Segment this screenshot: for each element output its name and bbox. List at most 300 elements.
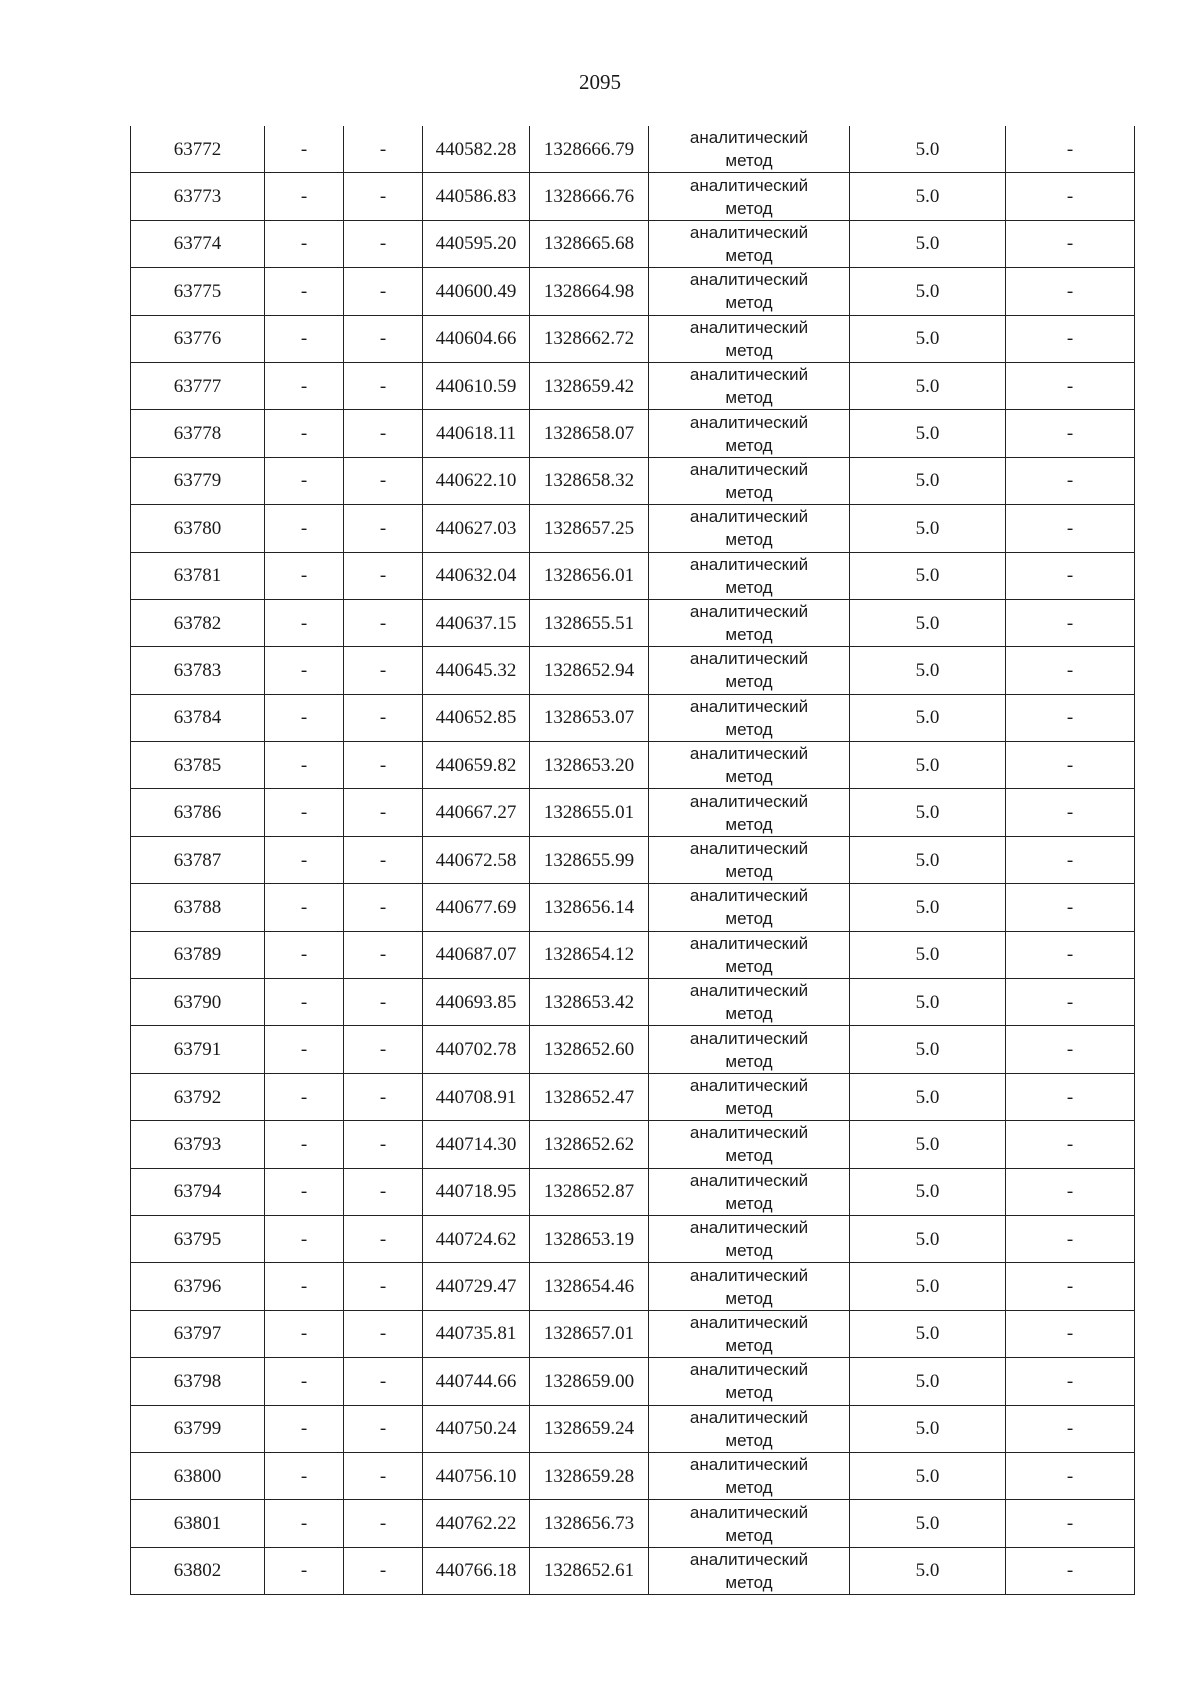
method-line-2: метод (725, 672, 773, 692)
note-cell-text: - (1066, 233, 1074, 255)
y-coordinate-cell (530, 1500, 649, 1547)
y-coordinate-cell-text: 1328666.79 (543, 138, 635, 160)
dash-cell (344, 315, 423, 362)
method-line-1: аналитический (689, 222, 809, 242)
x-coordinate-cell (423, 362, 530, 409)
accuracy-cell-text: 5.0 (915, 1228, 940, 1250)
point-number-cell (131, 1500, 265, 1547)
dash-cell (344, 1121, 423, 1168)
y-coordinate-cell-text: 1328652.87 (543, 1181, 635, 1203)
point-number-cell-text: 63794 (173, 1181, 222, 1203)
point-number-cell-text: 63775 (173, 280, 222, 302)
x-coordinate-cell-text: 440766.18 (435, 1560, 517, 1582)
dash-cell-text: - (300, 565, 308, 587)
method-line-1: аналитический (689, 933, 809, 953)
y-coordinate-cell (530, 220, 649, 267)
dash-cell (344, 836, 423, 883)
note-cell (1006, 1500, 1135, 1547)
dash-cell (265, 1168, 344, 1215)
point-number-cell (131, 1358, 265, 1405)
table-row (131, 362, 1135, 409)
x-coordinate-cell-text: 440724.62 (435, 1228, 517, 1250)
dash-cell-text: - (379, 707, 387, 729)
point-number-cell-text: 63796 (173, 1276, 222, 1298)
note-cell (1006, 1310, 1135, 1357)
point-number-cell (131, 979, 265, 1026)
table-row (131, 220, 1135, 267)
method-line-2: метод (725, 1430, 773, 1450)
dash-cell-text: - (300, 659, 308, 681)
point-number-cell (131, 552, 265, 599)
note-cell-text: - (1066, 1560, 1074, 1582)
accuracy-cell (850, 1358, 1006, 1405)
point-number-cell-text: 63774 (173, 233, 222, 255)
y-coordinate-cell-text: 1328665.68 (543, 233, 635, 255)
dash-cell (265, 220, 344, 267)
dash-cell-text: - (379, 849, 387, 871)
accuracy-cell (850, 884, 1006, 931)
point-number-cell (131, 1263, 265, 1310)
method-cell (649, 694, 850, 741)
accuracy-cell (850, 410, 1006, 457)
point-number-cell-text: 63790 (173, 991, 222, 1013)
point-number-cell-text: 63798 (173, 1370, 222, 1392)
dash-cell-text: - (300, 707, 308, 729)
dash-cell-text: - (379, 1086, 387, 1108)
x-coordinate-cell-text: 440595.20 (435, 233, 517, 255)
dash-cell-text: - (379, 1370, 387, 1392)
dash-cell (265, 268, 344, 315)
x-coordinate-cell (423, 315, 530, 362)
y-coordinate-cell-text: 1328653.07 (543, 707, 635, 729)
x-coordinate-cell-text: 440622.10 (435, 470, 517, 492)
accuracy-cell (850, 220, 1006, 267)
point-number-cell-text: 63776 (173, 328, 222, 350)
method-cell (649, 1452, 850, 1499)
note-cell (1006, 1547, 1135, 1594)
method-cell (649, 1500, 850, 1547)
point-number-cell (131, 315, 265, 362)
accuracy-cell-text: 5.0 (915, 991, 940, 1013)
x-coordinate-cell-text: 440708.91 (435, 1086, 517, 1108)
dash-cell-text: - (300, 1228, 308, 1250)
dash-cell-text: - (379, 659, 387, 681)
method-cell (649, 552, 850, 599)
x-coordinate-cell-text: 440693.85 (435, 991, 517, 1013)
accuracy-cell-text: 5.0 (915, 1370, 940, 1392)
dash-cell (344, 220, 423, 267)
method-cell (649, 789, 850, 836)
method-line-1: аналитический (689, 128, 809, 148)
y-coordinate-cell (530, 1263, 649, 1310)
accuracy-cell-text: 5.0 (915, 754, 940, 776)
note-cell (1006, 126, 1135, 173)
point-number-cell-text: 63777 (173, 375, 222, 397)
method-line-1: аналитический (689, 1123, 809, 1143)
dash-cell (265, 931, 344, 978)
method-line-1: аналитический (689, 1028, 809, 1048)
method-line-1: аналитический (689, 1360, 809, 1380)
accuracy-cell-text: 5.0 (915, 1323, 940, 1345)
y-coordinate-cell-text: 1328655.99 (543, 849, 635, 871)
y-coordinate-cell-text: 1328652.60 (543, 1039, 635, 1061)
accuracy-cell (850, 1310, 1006, 1357)
point-number-cell-text: 63778 (173, 423, 222, 445)
dash-cell (344, 884, 423, 931)
x-coordinate-cell-text: 440750.24 (435, 1418, 517, 1440)
point-number-cell-text: 63800 (173, 1465, 222, 1487)
note-cell-text: - (1066, 849, 1074, 871)
accuracy-cell-text: 5.0 (915, 1181, 940, 1203)
method-cell (649, 1547, 850, 1594)
accuracy-cell (850, 931, 1006, 978)
dash-cell (344, 173, 423, 220)
dash-cell (265, 789, 344, 836)
accuracy-cell (850, 789, 1006, 836)
dash-cell-text: - (300, 754, 308, 776)
dash-cell (344, 1452, 423, 1499)
dash-cell (344, 552, 423, 599)
point-number-cell-text: 63785 (173, 754, 222, 776)
method-line-2: метод (725, 530, 773, 550)
point-number-cell (131, 457, 265, 504)
dash-cell-text: - (379, 1323, 387, 1345)
x-coordinate-cell-text: 440582.28 (435, 138, 517, 160)
dash-cell-text: - (379, 1560, 387, 1582)
dash-cell-text: - (379, 328, 387, 350)
y-coordinate-cell (530, 457, 649, 504)
method-line-1: аналитический (689, 1218, 809, 1238)
dash-cell (265, 1547, 344, 1594)
method-cell (649, 1121, 850, 1168)
point-number-cell-text: 63792 (173, 1086, 222, 1108)
method-line-1: аналитический (689, 602, 809, 622)
dash-cell (265, 1263, 344, 1310)
accuracy-cell (850, 979, 1006, 1026)
x-coordinate-cell-text: 440627.03 (435, 517, 517, 539)
dash-cell-text: - (379, 1228, 387, 1250)
x-coordinate-cell (423, 552, 530, 599)
point-number-cell-text: 63789 (173, 944, 222, 966)
accuracy-cell (850, 1026, 1006, 1073)
table-row (131, 410, 1135, 457)
point-number-cell (131, 1121, 265, 1168)
method-line-2: метод (725, 1146, 773, 1166)
method-line-2: метод (725, 245, 773, 265)
dash-cell-text: - (300, 328, 308, 350)
note-cell (1006, 1026, 1135, 1073)
y-coordinate-cell (530, 836, 649, 883)
method-line-2: метод (725, 1051, 773, 1071)
method-cell (649, 126, 850, 173)
table-row (131, 836, 1135, 883)
point-number-cell-text: 63781 (173, 565, 222, 587)
note-cell (1006, 979, 1135, 1026)
x-coordinate-cell-text: 440756.10 (435, 1465, 517, 1487)
dash-cell-text: - (300, 849, 308, 871)
method-cell (649, 1073, 850, 1120)
table-row (131, 126, 1135, 173)
table-row (131, 979, 1135, 1026)
point-number-cell-text: 63799 (173, 1418, 222, 1440)
y-coordinate-cell (530, 647, 649, 694)
method-line-2: метод (725, 1335, 773, 1355)
point-number-cell-text: 63787 (173, 849, 222, 871)
dash-cell-text: - (379, 896, 387, 918)
point-number-cell (131, 694, 265, 741)
x-coordinate-cell (423, 1263, 530, 1310)
x-coordinate-cell (423, 457, 530, 504)
note-cell (1006, 1168, 1135, 1215)
table-row (131, 1121, 1135, 1168)
note-cell-text: - (1066, 991, 1074, 1013)
method-line-1: аналитический (689, 1407, 809, 1427)
note-cell-text: - (1066, 1465, 1074, 1487)
x-coordinate-cell-text: 440586.83 (435, 186, 517, 208)
table-row (131, 505, 1135, 552)
method-line-1: аналитический (689, 1076, 809, 1095)
point-number-cell (131, 410, 265, 457)
dash-cell-text: - (379, 802, 387, 824)
accuracy-cell-text: 5.0 (915, 1560, 940, 1582)
point-number-cell-text: 63795 (173, 1228, 222, 1250)
dash-cell-text: - (379, 517, 387, 539)
note-cell (1006, 1121, 1135, 1168)
note-cell-text: - (1066, 1513, 1074, 1535)
method-line-2: метод (725, 388, 773, 408)
point-number-cell (131, 647, 265, 694)
method-cell (649, 1168, 850, 1215)
x-coordinate-cell (423, 1026, 530, 1073)
dash-cell (265, 1310, 344, 1357)
dash-cell-text: - (379, 944, 387, 966)
accuracy-cell-text: 5.0 (915, 1418, 940, 1440)
accuracy-cell-text: 5.0 (915, 1276, 940, 1298)
table-row (131, 173, 1135, 220)
method-line-2: метод (725, 198, 773, 218)
table-row (131, 457, 1135, 504)
point-number-cell (131, 1547, 265, 1594)
note-cell-text: - (1066, 707, 1074, 729)
dash-cell-text: - (379, 1039, 387, 1061)
y-coordinate-cell (530, 742, 649, 789)
x-coordinate-cell-text: 440659.82 (435, 754, 517, 776)
method-line-2: метод (725, 956, 773, 976)
dash-cell-text: - (300, 944, 308, 966)
dash-cell (265, 1073, 344, 1120)
note-cell (1006, 505, 1135, 552)
x-coordinate-cell (423, 694, 530, 741)
method-line-1: аналитический (689, 365, 809, 385)
method-line-1: аналитический (689, 412, 809, 432)
y-coordinate-cell-text: 1328657.25 (543, 517, 635, 539)
point-number-cell (131, 789, 265, 836)
dash-cell (344, 599, 423, 646)
point-number-cell-text: 63773 (173, 186, 222, 208)
method-cell (649, 836, 850, 883)
dash-cell-text: - (379, 612, 387, 634)
dash-cell (265, 1500, 344, 1547)
dash-cell-text: - (379, 1133, 387, 1155)
y-coordinate-cell (530, 1405, 649, 1452)
y-coordinate-cell-text: 1328662.72 (543, 328, 635, 350)
table-row (131, 694, 1135, 741)
y-coordinate-cell-text: 1328656.73 (543, 1513, 635, 1535)
y-coordinate-cell-text: 1328652.94 (543, 659, 635, 681)
x-coordinate-cell-text: 440677.69 (435, 896, 517, 918)
note-cell (1006, 884, 1135, 931)
note-cell (1006, 362, 1135, 409)
accuracy-cell-text: 5.0 (915, 565, 940, 587)
method-cell (649, 599, 850, 646)
x-coordinate-cell (423, 1168, 530, 1215)
point-number-cell (131, 1168, 265, 1215)
point-number-cell (131, 884, 265, 931)
method-cell (649, 505, 850, 552)
accuracy-cell-text: 5.0 (915, 896, 940, 918)
method-cell (649, 742, 850, 789)
dash-cell-text: - (300, 375, 308, 397)
y-coordinate-cell-text: 1328653.20 (543, 754, 635, 776)
accuracy-cell-text: 5.0 (915, 659, 940, 681)
x-coordinate-cell (423, 884, 530, 931)
method-line-2: метод (725, 1525, 773, 1545)
note-cell (1006, 220, 1135, 267)
accuracy-cell-text: 5.0 (915, 1465, 940, 1487)
note-cell-text: - (1066, 1039, 1074, 1061)
accuracy-cell (850, 836, 1006, 883)
x-coordinate-cell (423, 742, 530, 789)
method-cell (649, 457, 850, 504)
method-line-2: метод (725, 151, 773, 171)
method-line-2: метод (725, 435, 773, 455)
dash-cell (344, 1500, 423, 1547)
x-coordinate-cell (423, 1073, 530, 1120)
method-line-2: метод (725, 577, 773, 597)
accuracy-cell-text: 5.0 (915, 375, 940, 397)
accuracy-cell (850, 1547, 1006, 1594)
note-cell (1006, 836, 1135, 883)
dash-cell (344, 694, 423, 741)
y-coordinate-cell-text: 1328656.14 (543, 896, 635, 918)
point-number-cell-text: 63791 (173, 1039, 222, 1061)
method-line-2: метод (725, 1478, 773, 1498)
accuracy-cell-text: 5.0 (915, 138, 940, 160)
note-cell-text: - (1066, 1133, 1074, 1155)
method-cell (649, 1026, 850, 1073)
dash-cell (344, 1168, 423, 1215)
method-line-1: аналитический (689, 317, 809, 337)
note-cell-text: - (1066, 1323, 1074, 1345)
y-coordinate-cell-text: 1328666.76 (543, 186, 635, 208)
point-number-cell-text: 63784 (173, 707, 222, 729)
table-row (131, 1452, 1135, 1499)
dash-cell-text: - (300, 1133, 308, 1155)
dash-cell (265, 362, 344, 409)
accuracy-cell (850, 362, 1006, 409)
point-number-cell (131, 268, 265, 315)
point-number-cell-text: 63780 (173, 517, 222, 539)
dash-cell (265, 599, 344, 646)
dash-cell-text: - (300, 186, 308, 208)
point-number-cell (131, 362, 265, 409)
note-cell (1006, 410, 1135, 457)
note-cell (1006, 1405, 1135, 1452)
y-coordinate-cell-text: 1328652.61 (543, 1560, 635, 1582)
accuracy-cell-text: 5.0 (915, 186, 940, 208)
point-number-cell (131, 126, 265, 173)
x-coordinate-cell-text: 440702.78 (435, 1039, 517, 1061)
dash-cell (344, 1405, 423, 1452)
y-coordinate-cell (530, 1168, 649, 1215)
point-number-cell (131, 599, 265, 646)
x-coordinate-cell-text: 440672.58 (435, 849, 517, 871)
dash-cell (344, 362, 423, 409)
method-cell (649, 931, 850, 978)
y-coordinate-cell (530, 789, 649, 836)
y-coordinate-cell-text: 1328656.01 (543, 565, 635, 587)
x-coordinate-cell (423, 505, 530, 552)
note-cell-text: - (1066, 1086, 1074, 1108)
note-cell (1006, 931, 1135, 978)
method-line-2: метод (725, 625, 773, 645)
method-line-1: аналитический (689, 981, 809, 1001)
accuracy-cell-text: 5.0 (915, 802, 940, 824)
dash-cell-text: - (379, 186, 387, 208)
point-number-cell (131, 505, 265, 552)
note-cell-text: - (1066, 802, 1074, 824)
dash-cell (344, 457, 423, 504)
dash-cell (265, 647, 344, 694)
dash-cell (344, 1358, 423, 1405)
accuracy-cell (850, 647, 1006, 694)
x-coordinate-cell (423, 1500, 530, 1547)
y-coordinate-cell-text: 1328652.47 (543, 1086, 635, 1108)
x-coordinate-cell (423, 647, 530, 694)
x-coordinate-cell (423, 1405, 530, 1452)
table-row (131, 1026, 1135, 1073)
dash-cell (265, 1121, 344, 1168)
method-cell (649, 1215, 850, 1262)
dash-cell (344, 979, 423, 1026)
y-coordinate-cell-text: 1328664.98 (543, 280, 635, 302)
x-coordinate-cell-text: 440600.49 (435, 280, 517, 302)
dash-cell (265, 1405, 344, 1452)
table-body (131, 126, 1135, 1595)
note-cell-text: - (1066, 517, 1074, 539)
method-cell (649, 1405, 850, 1452)
note-cell-text: - (1066, 328, 1074, 350)
accuracy-cell (850, 1215, 1006, 1262)
method-line-2: метод (725, 1241, 773, 1261)
y-coordinate-cell (530, 1358, 649, 1405)
y-coordinate-cell-text: 1328658.32 (543, 470, 635, 492)
x-coordinate-cell-text: 440604.66 (435, 328, 517, 350)
accuracy-cell (850, 552, 1006, 599)
note-cell (1006, 599, 1135, 646)
method-line-2: метод (725, 862, 773, 882)
note-cell (1006, 173, 1135, 220)
dash-cell-text: - (379, 1276, 387, 1298)
x-coordinate-cell (423, 1452, 530, 1499)
x-coordinate-cell-text: 440637.15 (435, 612, 517, 634)
accuracy-cell-text: 5.0 (915, 423, 940, 445)
note-cell (1006, 742, 1135, 789)
table-row (131, 552, 1135, 599)
dash-cell (344, 1263, 423, 1310)
table-row (131, 742, 1135, 789)
y-coordinate-cell (530, 599, 649, 646)
